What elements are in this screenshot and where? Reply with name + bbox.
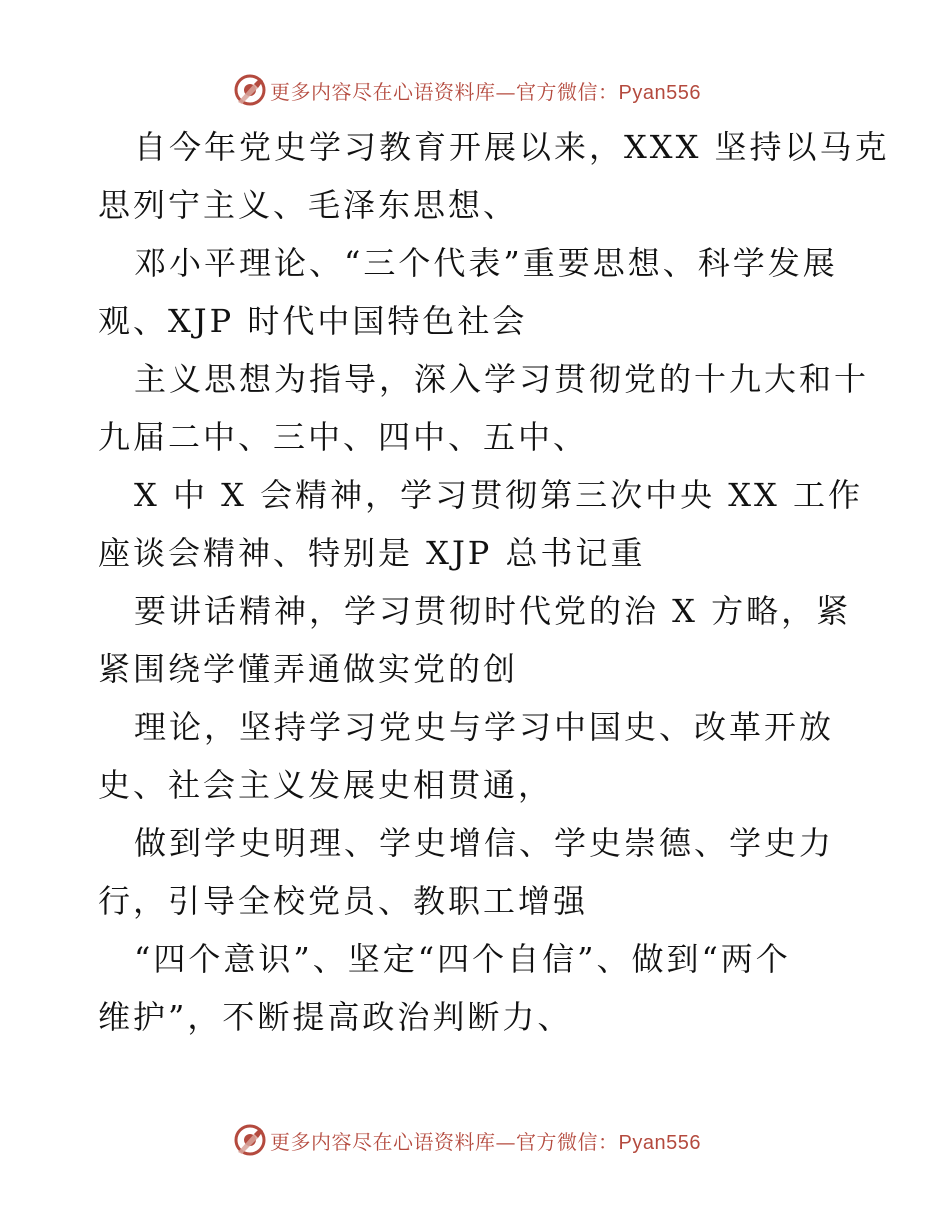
- body-line: 九届二中、三中、四中、五中、: [98, 418, 589, 456]
- header-banner-text: [270, 76, 701, 105]
- header-wechat-id: Pyan556: [618, 81, 701, 104]
- body-line: 史、社会主义发展史相贯通，: [98, 766, 554, 804]
- body-line: 做到学史明理、学史增信、学史崇德、学史力: [134, 824, 835, 862]
- body-line: X 中 X 会精神，学习贯彻第三次中央 XX 工作: [134, 476, 863, 514]
- header-banner-label: 更多内容尽在心语资料库—官方微信：: [270, 79, 619, 104]
- body-line: 自今年党史学习教育开展以来，XXX 坚持以马克: [134, 128, 890, 166]
- body-line: 座谈会精神、特别是 XJP 总书记重: [98, 534, 646, 572]
- document-body: [98, 118, 890, 1046]
- body-line: 观、XJP 时代中国特色社会: [98, 302, 528, 340]
- header-banner: [232, 70, 712, 110]
- body-line: 要讲话精神，学习贯彻时代党的治 X 方略，紧: [134, 592, 852, 630]
- body-line: 紧围绕学懂弄通做实党的创: [98, 650, 519, 688]
- body-line: “四个意识”、坚定“四个自信”、做到“两个: [134, 940, 791, 978]
- footer-banner: [232, 1120, 712, 1160]
- body-line: 邓小平理论、“三个代表”重要思想、科学发展: [134, 244, 838, 282]
- body-line: 理论，坚持学习党史与学习中国史、改革开放: [134, 708, 835, 746]
- pen-logo-icon: [232, 1122, 268, 1158]
- footer-wechat-id: Pyan556: [618, 1131, 701, 1154]
- body-line: 思列宁主义、毛泽东思想、: [98, 186, 519, 224]
- pen-logo-icon: [232, 72, 268, 108]
- body-line: 行，引导全校党员、教职工增强: [98, 882, 589, 920]
- footer-banner-label: 更多内容尽在心语资料库—官方微信：: [270, 1129, 619, 1154]
- body-line: 维护”，不断提高政治判断力、: [98, 998, 573, 1036]
- footer-banner-text: [270, 1126, 701, 1155]
- body-line: 主义思想为指导，深入学习贯彻党的十九大和十: [134, 360, 870, 398]
